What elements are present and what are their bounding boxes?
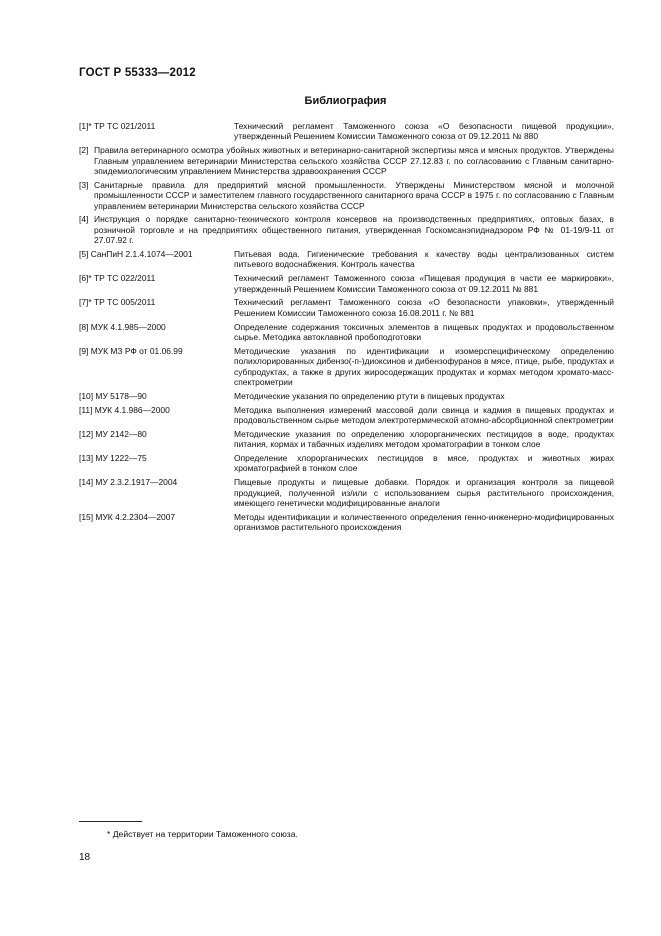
bibliography-entry-1 bbox=[79, 121, 614, 142]
entry-reference: [12] МУ 2142—80 bbox=[79, 428, 147, 439]
entry-reference: [9] МУК МЗ РФ от 01.06.99 bbox=[79, 345, 183, 356]
bibliography-entry-8 bbox=[79, 322, 614, 343]
bibliography-entry-6 bbox=[79, 273, 614, 294]
entry-text: Методы идентификации и количественного определения генно-инженерно-модифицированных организмов растительного происхождения bbox=[234, 511, 614, 533]
bibliography-entry-13 bbox=[79, 453, 614, 474]
entry-text: Методика выполнения измерений массовой доли свинца и кадмия в пищевых продуктах и продовольственном сырье методом электротермической атомно-абсорбционной спектрометрии bbox=[234, 404, 614, 426]
page-number: 18 bbox=[79, 852, 91, 863]
bibliography-entry-15 bbox=[79, 512, 614, 533]
entry-reference: [1]* ТР ТС 021/2011 bbox=[79, 121, 156, 131]
entry-text: Питьевая вода. Гигиенические требования к качеству воды централизованных систем питьевого водоснабжения. Контроль качества bbox=[234, 249, 614, 270]
entry-reference: [10] МУ 5178—90 bbox=[79, 390, 147, 401]
bibliography-entry-10 bbox=[79, 391, 614, 401]
section-title: Библиография bbox=[304, 95, 387, 107]
entry-text: Определение содержания токсичных элементов в пищевых продуктах и продовольственном сырье. Методика автоклавной пробоподготовки bbox=[234, 321, 614, 343]
bibliography-entry-14 bbox=[79, 477, 614, 508]
bibliography-entry-5 bbox=[79, 249, 614, 270]
entry-reference: [8] МУК 4.1.985—2000 bbox=[79, 321, 166, 332]
entry-text: Правила ветеринарного осмотра убойных животных и ветеринарно-санитарной экспертизы мяса и мясных продуктов. Утверждены Главным управлением ветеринарии Министерства сельского хозяйства СССР 27.12.83 г. по согласованию с Главным санитарно-эпидемиологическим управлением Министерства здравоохранения СССР bbox=[94, 145, 614, 177]
entry-text: Методические указания по определению хлорорганических пестицидов в воде, продуктах питания, кормах и табачных изделиях методом хроматографии в тонком слое bbox=[234, 428, 614, 450]
entry-reference: [13] МУ 1222—75 bbox=[79, 453, 147, 464]
footnote: * Действует на территории Таможенного союза. bbox=[107, 829, 298, 839]
bibliography-entry-12 bbox=[79, 429, 614, 450]
entry-reference: [6]* ТР ТС 022/2011 bbox=[79, 273, 156, 284]
bibliography-entry-3 bbox=[79, 180, 614, 211]
bibliography-list bbox=[79, 121, 614, 536]
entry-text: Пищевые продукты и пищевые добавки. Порядок и организация контроля за пищевой продукцией, полученной из/или с использованием сырья растительного происхождения, имеющего генетически модифицированные аналоги bbox=[234, 477, 614, 509]
entry-text: Технический регламент Таможенного союза «О безопасности пищевой продукции», утвержденный Решением Комиссии Таможенного союза от 09.12.2011 № 880 bbox=[234, 121, 614, 142]
bibliography-entry-2 bbox=[79, 145, 614, 176]
entry-text: Инструкция о порядке санитарно-технического контроля консервов на производственных предприятиях, оптовых базах, в розничной торговле и на предприятиях общественного питания, утвержденная Госкомсанэпиднадзором РФ № 01-19/9-11 от 27.07.92 г. bbox=[94, 214, 614, 246]
entry-text: Методические указания по идентификации и изомерспецифическому определению полихлорированных дибензо(-п-)диоксинов и дибензофуранов в мясе, птице, рыбе, продуктах и субпродуктах, а также в других жиросодержащих продуктах и кормах методом хромато-масс-спектрометрии bbox=[234, 345, 614, 388]
entry-number: [4] bbox=[79, 214, 89, 225]
entry-reference: [14] МУ 2.3.2.1917—2004 bbox=[79, 477, 178, 488]
entry-text: Определение хлорорганических пестицидов в мясе, продуктах и животных жирах хроматографией в тонком слое bbox=[234, 453, 614, 474]
entry-text: Санитарные правила для предприятий мясной промышленности. Утверждены Министерством мясной и молочной промышленности СССР и заместителем главного государственного санитарного врача СССР в 1975 г. по согласованию с Главным управлением ветеринарии Министерства сельского хозяйства СССР bbox=[94, 179, 614, 211]
entry-text: Методические указания по определению ртути в пищевых продуктах bbox=[234, 390, 505, 401]
bibliography-entry-9 bbox=[79, 346, 614, 388]
bibliography-entry-7 bbox=[79, 297, 614, 318]
entry-reference: [7]* ТР ТС 005/2011 bbox=[79, 297, 156, 308]
entry-reference: [5] СанПиН 2.1.4.1074—2001 bbox=[79, 249, 193, 260]
entry-reference: [15] МУК 4.2.2304—2007 bbox=[79, 511, 176, 522]
entry-number: [3] bbox=[79, 179, 89, 190]
bibliography-entry-4 bbox=[79, 214, 614, 245]
bibliography-entry-11 bbox=[79, 405, 614, 426]
entry-number: [2] bbox=[79, 145, 89, 156]
entry-text: Технический регламент Таможенного союза «Пищевая продукция в части ее маркировки», утвержденный Решением Комиссии Таможенного союза от 09.12.2011 № 881 bbox=[234, 273, 614, 294]
footnote-divider bbox=[79, 821, 142, 822]
entry-text: Технический регламент Таможенного союза «О безопасности упаковки», утвержденный Решением Комиссии Таможенного союза 16.08.2011 г. № 881 bbox=[234, 297, 614, 318]
document-header: ГОСТ Р 55333—2012 bbox=[79, 67, 196, 79]
entry-reference: [11] МУК 4.1.986—2000 bbox=[79, 404, 170, 415]
